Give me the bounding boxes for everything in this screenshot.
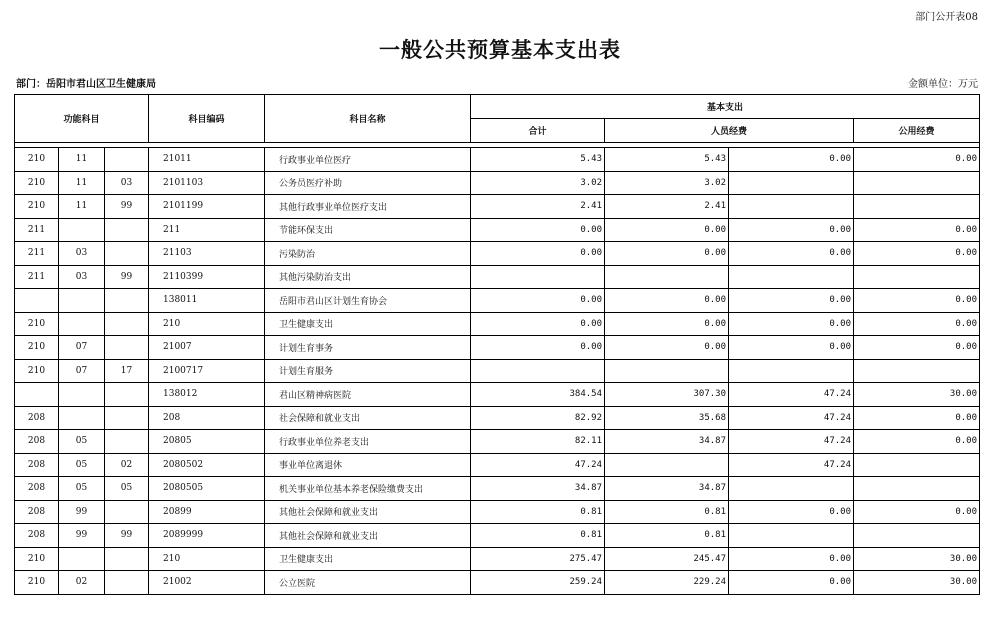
public-expense-cell: 0.00 [854,289,980,313]
public-expense-cell: 0.00 [854,242,980,266]
public-cell: 0.00 [729,500,854,524]
total-cell [471,265,605,289]
function-subitem-cell [105,312,149,336]
subject-code-cell: 2101103 [149,171,265,195]
personnel-cell: 0.00 [605,312,729,336]
subject-code-cell: 2089999 [149,524,265,548]
table-body [15,148,980,595]
personnel-cell: 307.30 [605,383,729,407]
public-expense-cell [854,265,980,289]
function-subitem-cell [105,406,149,430]
header-function: 功能科目 [15,95,149,143]
personnel-cell: 0.00 [605,242,729,266]
function-subitem-cell: 99 [105,195,149,219]
subject-name-cell: 公务员医疗补助 [265,171,471,195]
function-class-cell: 208 [15,406,59,430]
subject-code-cell: 21103 [149,242,265,266]
subject-code-cell: 208 [149,406,265,430]
total-cell: 0.81 [471,524,605,548]
total-cell: 47.24 [471,453,605,477]
header-total: 合计 [471,119,605,143]
table-row [15,500,980,524]
public-cell [729,195,854,219]
function-class-cell [15,289,59,313]
function-item-cell: 11 [59,148,105,172]
subject-name-cell: 其他行政事业单位医疗支出 [265,195,471,219]
personnel-cell: 245.47 [605,547,729,571]
personnel-cell: 5.43 [605,148,729,172]
function-subitem-cell: 99 [105,524,149,548]
department-label: 部门：岳阳市君山区卫生健康局 [16,79,156,90]
function-class-cell: 210 [15,148,59,172]
subject-name-cell: 其他污染防治支出 [265,265,471,289]
public-cell: 47.24 [729,430,854,454]
total-cell: 0.00 [471,218,605,242]
function-class-cell: 208 [15,500,59,524]
table-row [15,171,980,195]
function-class-cell: 208 [15,430,59,454]
total-cell: 0.00 [471,336,605,360]
header-code: 科目编码 [149,95,265,143]
public-cell: 0.00 [729,312,854,336]
personnel-cell [605,359,729,383]
public-expense-cell [854,195,980,219]
table-row [15,406,980,430]
subject-name-cell: 其他社会保障和就业支出 [265,524,471,548]
table-row [15,195,980,219]
subject-code-cell: 2110399 [149,265,265,289]
function-item-cell: 11 [59,171,105,195]
personnel-cell: 2.41 [605,195,729,219]
function-subitem-cell: 99 [105,265,149,289]
public-cell: 47.24 [729,383,854,407]
subject-name-cell: 社会保障和就业支出 [265,406,471,430]
function-subitem-cell [105,218,149,242]
function-subitem-cell [105,500,149,524]
function-item-cell: 99 [59,524,105,548]
subject-name-cell: 卫生健康支出 [265,312,471,336]
public-expense-cell: 0.00 [854,312,980,336]
function-class-cell: 210 [15,195,59,219]
function-item-cell [59,312,105,336]
public-cell: 0.00 [729,218,854,242]
table-row [15,477,980,501]
table-row [15,453,980,477]
subject-name-cell: 污染防治 [265,242,471,266]
function-item-cell: 11 [59,195,105,219]
function-subitem-cell [105,336,149,360]
table-row [15,524,980,548]
function-class-cell: 210 [15,547,59,571]
public-expense-cell [854,453,980,477]
public-expense-cell [854,477,980,501]
function-item-cell: 05 [59,477,105,501]
function-item-cell: 07 [59,359,105,383]
subject-code-cell: 138012 [149,383,265,407]
subject-name-cell: 岳阳市君山区计划生育协会 [265,289,471,313]
public-cell: 47.24 [729,406,854,430]
function-class-cell [15,383,59,407]
personnel-cell: 0.81 [605,524,729,548]
function-subitem-cell [105,148,149,172]
personnel-cell: 229.24 [605,571,729,595]
subject-name-cell: 机关事业单位基本养老保险缴费支出 [265,477,471,501]
function-subitem-cell [105,430,149,454]
page-title: 一般公共预算基本支出表 [379,37,621,62]
public-expense-cell: 0.00 [854,500,980,524]
total-cell [471,359,605,383]
table-row [15,336,980,360]
table-row [15,547,980,571]
subject-code-cell: 138011 [149,289,265,313]
personnel-cell: 0.81 [605,500,729,524]
function-class-cell: 211 [15,265,59,289]
function-subitem-cell: 03 [105,171,149,195]
subject-code-cell: 20899 [149,500,265,524]
subject-code-cell: 21007 [149,336,265,360]
public-expense-cell: 0.00 [854,430,980,454]
function-subitem-cell: 17 [105,359,149,383]
subject-name-cell: 事业单位离退休 [265,453,471,477]
function-class-cell: 208 [15,453,59,477]
function-class-cell: 210 [15,336,59,360]
function-subitem-cell [105,242,149,266]
personnel-cell: 34.87 [605,430,729,454]
function-class-cell: 211 [15,218,59,242]
table-row [15,383,980,407]
personnel-cell: 0.00 [605,336,729,360]
public-expense-cell: 0.00 [854,336,980,360]
public-cell: 0.00 [729,547,854,571]
header-name: 科目名称 [265,95,471,143]
table-row [15,265,980,289]
function-subitem-cell [105,289,149,313]
personnel-cell: 35.68 [605,406,729,430]
public-expense-cell [854,171,980,195]
function-class-cell: 211 [15,242,59,266]
function-subitem-cell [105,547,149,571]
subject-name-cell: 公立医院 [265,571,471,595]
table-row [15,242,980,266]
subject-name-cell: 行政事业单位医疗 [265,148,471,172]
unit-label: 金额单位：万元 [908,79,978,90]
subject-code-cell: 210 [149,547,265,571]
function-class-cell: 210 [15,312,59,336]
total-cell: 0.00 [471,242,605,266]
public-expense-cell: 30.00 [854,571,980,595]
public-cell: 47.24 [729,453,854,477]
form-number: 部门公开表08 [915,12,978,23]
function-class-cell: 208 [15,524,59,548]
subject-code-cell: 2080502 [149,453,265,477]
table-row [15,359,980,383]
total-cell: 275.47 [471,547,605,571]
total-cell: 0.81 [471,500,605,524]
function-item-cell [59,289,105,313]
public-cell [729,359,854,383]
public-expense-cell: 0.00 [854,218,980,242]
function-subitem-cell [105,571,149,595]
function-item-cell [59,406,105,430]
public-cell [729,265,854,289]
function-item-cell: 03 [59,265,105,289]
header-personnel: 人员经费 [605,119,854,143]
function-item-cell [59,547,105,571]
public-cell: 0.00 [729,336,854,360]
personnel-cell: 0.00 [605,218,729,242]
subject-name-cell: 君山区精神病医院 [265,383,471,407]
public-expense-cell [854,359,980,383]
function-item-cell: 05 [59,453,105,477]
table-row [15,148,980,172]
total-cell: 5.43 [471,148,605,172]
subject-name-cell: 计划生育服务 [265,359,471,383]
personnel-cell: 34.87 [605,477,729,501]
total-cell: 34.87 [471,477,605,501]
function-class-cell: 210 [15,359,59,383]
table-row [15,289,980,313]
function-item-cell: 07 [59,336,105,360]
subject-code-cell: 2080505 [149,477,265,501]
total-cell: 3.02 [471,171,605,195]
budget-table [14,94,980,595]
subject-name-cell: 其他社会保障和就业支出 [265,500,471,524]
function-item-cell: 99 [59,500,105,524]
subject-name-cell: 行政事业单位养老支出 [265,430,471,454]
subject-code-cell: 21011 [149,148,265,172]
public-expense-cell: 0.00 [854,406,980,430]
subject-code-cell: 20805 [149,430,265,454]
subject-code-cell: 210 [149,312,265,336]
public-cell [729,524,854,548]
personnel-cell [605,453,729,477]
total-cell: 0.00 [471,289,605,313]
public-cell [729,171,854,195]
subject-name-cell: 节能环保支出 [265,218,471,242]
function-subitem-cell: 05 [105,477,149,501]
public-cell: 0.00 [729,289,854,313]
table-row [15,430,980,454]
public-expense-cell [854,524,980,548]
subject-code-cell: 21002 [149,571,265,595]
table-row [15,571,980,595]
public-cell: 0.00 [729,148,854,172]
table-row [15,218,980,242]
public-cell: 0.00 [729,571,854,595]
public-cell: 0.00 [729,242,854,266]
function-item-cell: 02 [59,571,105,595]
public-expense-cell: 30.00 [854,383,980,407]
total-cell: 82.92 [471,406,605,430]
subject-name-cell: 卫生健康支出 [265,547,471,571]
function-item-cell: 05 [59,430,105,454]
subject-code-cell: 2100717 [149,359,265,383]
personnel-cell [605,265,729,289]
total-cell: 0.00 [471,312,605,336]
function-item-cell [59,383,105,407]
total-cell: 82.11 [471,430,605,454]
subject-code-cell: 2101199 [149,195,265,219]
total-cell: 384.54 [471,383,605,407]
total-cell: 259.24 [471,571,605,595]
total-cell: 2.41 [471,195,605,219]
header-basic: 基本支出 [471,95,980,119]
function-item-cell: 03 [59,242,105,266]
function-class-cell: 208 [15,477,59,501]
personnel-cell: 0.00 [605,289,729,313]
function-subitem-cell: 02 [105,453,149,477]
public-cell [729,477,854,501]
function-class-cell: 210 [15,171,59,195]
public-expense-cell: 30.00 [854,547,980,571]
subject-name-cell: 计划生育事务 [265,336,471,360]
personnel-cell: 3.02 [605,171,729,195]
subject-code-cell: 211 [149,218,265,242]
header-public: 公用经费 [854,119,980,143]
function-item-cell [59,218,105,242]
function-subitem-cell [105,383,149,407]
public-expense-cell: 0.00 [854,148,980,172]
table-row [15,312,980,336]
function-class-cell: 210 [15,571,59,595]
